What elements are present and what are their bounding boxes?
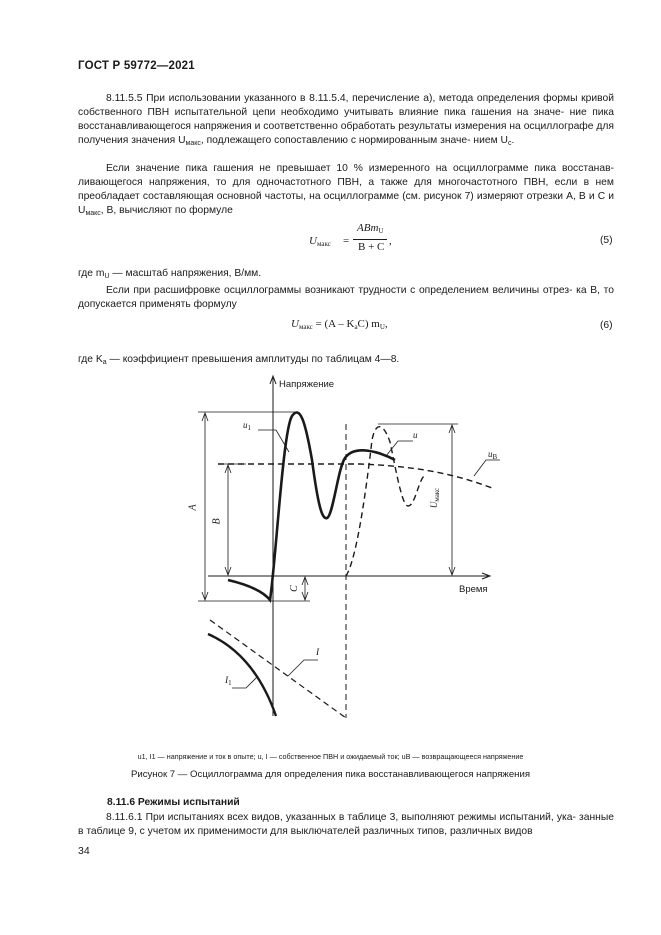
p4-b: — коэффициент превышения амплитуды по таблицам 4—8. (106, 354, 400, 365)
p1-uc-sub: c (507, 140, 512, 148)
label-i-text: I (316, 648, 320, 658)
eq6-body-sub: a (354, 323, 358, 331)
curve-u (346, 427, 424, 576)
figure-caption: Рисунок 7 — Осциллограмма для определения пика восстанавливающегося напряжения (130, 769, 531, 780)
p1-line5 (473, 135, 514, 146)
section-paragraph (78, 811, 614, 839)
label-i1-text: I (225, 676, 229, 686)
eq5-num: ABm (357, 222, 379, 234)
eq6-body-b: C) m (357, 318, 380, 330)
eq5-u: U (309, 235, 317, 247)
p2-line3: преобладает составляющая основной частоты, на осциллограмме (см. рисунок 7) измеряют отрезки A, (78, 191, 576, 203)
label-u1-sub: 1 (247, 424, 251, 432)
p1-umax-sub: макс (185, 140, 201, 148)
label-u (413, 430, 418, 440)
section-line2: занные в таблице 9, с учетом их применимости для выключателей различных типов, различных видов (78, 812, 614, 838)
eq5-lhs-sub: макс (316, 240, 331, 248)
label-u1-text: u (243, 420, 248, 430)
label-i1-sub: 1 (228, 679, 232, 687)
p1-line5-dot: . (511, 135, 515, 147)
label-umax (429, 488, 441, 508)
document-header: ГОСТ Р 59772—2021 (78, 60, 195, 72)
label-c-text: C (288, 585, 300, 592)
p3-line2: Если при расшифровке осциллограммы возникают трудности с определением величины отрез- (106, 285, 573, 297)
label-a (188, 504, 199, 510)
y-axis-label: Напряжение (279, 379, 335, 390)
p3-rest (78, 284, 614, 312)
p4-sub: a (102, 359, 107, 366)
eq5-equals: = (343, 235, 350, 247)
label-b-text: B (211, 518, 223, 525)
eq6-comma: , (384, 318, 388, 330)
figure-legend: u1, I1 — напряжение и ток в опыте; u, I — собственное ПВН и ожидаемый ток; uB — возвращающееся напряжение (137, 752, 524, 761)
label-c (289, 585, 300, 592)
p2-line4b: , B, вычисляют по формуле (100, 205, 233, 217)
p1-line5-text: нием U (473, 135, 508, 147)
p3-where-sub: U (104, 273, 110, 280)
section-title: 8.11.6 Режимы испытаний (107, 797, 240, 808)
equation-5 (309, 222, 419, 257)
eq5-num-sub: U (378, 227, 384, 235)
paragraph-mu (78, 267, 614, 312)
leader-i (288, 660, 318, 676)
eq6-number: (6) (600, 320, 613, 331)
curve-u1 (228, 413, 395, 600)
label-ub-sub: B (492, 453, 498, 461)
label-u-text: u (413, 430, 418, 440)
p1-line3: ние пика восстанавливающегося напряжения и соответственно обработать результаты измерения на (78, 107, 614, 133)
leader-ub (474, 460, 500, 476)
p1-line4-text: осциллографе для получения значения U (78, 121, 614, 147)
p1-line4-rest: , подлежащего сопоставлению с нормированным значе- (200, 135, 471, 147)
p2-line1: Если значение пика гашения не превышает 10 % измеренного на осциллограмме пика восстанав- (106, 163, 614, 174)
eq5-denominator: B + C (358, 241, 385, 253)
curve-ub (218, 464, 492, 488)
paragraph-ka (78, 353, 614, 370)
curve-i1 (208, 634, 276, 716)
eq6-body-sub2: U (379, 323, 385, 331)
eq6-body-a: = (A – K (312, 318, 355, 330)
label-b (212, 518, 223, 524)
label-umax-text: U (429, 501, 440, 509)
eq5-lhs (309, 235, 331, 248)
p1-line1: 8.11.5.5 При использовании указанного в 8.11.5.4, перечисление а), метода определения формы (106, 93, 578, 104)
eq6-lhs-sub: макс (298, 323, 313, 331)
label-ub (488, 449, 497, 461)
page-number: 34 (78, 845, 90, 857)
x-axis-label: Время (459, 584, 488, 595)
label-ub-text: u (488, 449, 493, 459)
equation-6 (291, 318, 388, 331)
oscillogram-figure (0, 370, 661, 730)
curve-i (210, 620, 346, 718)
label-u1 (243, 420, 251, 432)
paragraph-8-11-5-5 (78, 92, 614, 151)
p2-line4a: B и C и U (78, 191, 614, 217)
p3-where-b: — масштаб напряжения, В/мм. (109, 268, 262, 279)
p3-where-a: где m (78, 268, 105, 279)
eq5-numerator (357, 222, 383, 235)
label-umax-sub: макс (433, 487, 442, 502)
leader-i1 (232, 676, 258, 688)
eq5-number: (5) (600, 235, 613, 246)
p3-line3: ка B, то допускается применять формулу (78, 285, 614, 311)
p4-a: где K (78, 354, 103, 365)
eq6-u: U (291, 318, 299, 330)
label-i (316, 648, 319, 658)
eq5-comma: , (389, 235, 392, 247)
label-i1 (225, 676, 232, 687)
label-a-text: A (187, 504, 199, 511)
eq5-fraction-bar (353, 239, 387, 240)
p1-line2: кривой собственного ПВН испытательной цепи необходимо учитывать влияние пика гашения на значе- (78, 93, 614, 119)
p3-where (78, 268, 261, 279)
section-line1: 8.11.6.1 При испытаниях всех видов, указанных в таблице 3, выполняют режимы испытаний, ука- (106, 812, 576, 823)
paragraph-peak-condition (78, 162, 614, 221)
p2-line2: ливающегося напряжения, то для одночастотного ПВН, а также для многочастотного ПВН, если в нем (78, 177, 614, 189)
p2-umax-sub: макс (85, 210, 101, 218)
